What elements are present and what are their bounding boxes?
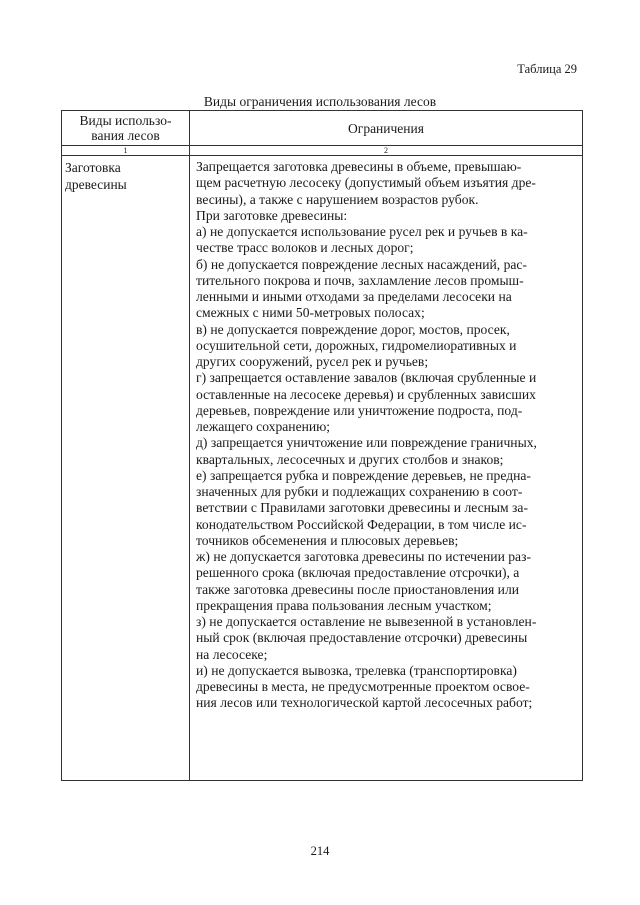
table-label: Таблица 29 — [517, 62, 577, 76]
restriction-line: тительного покрова и почв, захламление лесов промыш- — [196, 272, 524, 288]
header-row — [62, 111, 583, 146]
restriction-line: значенных для рубки и подлежащих сохранению в соот- — [196, 484, 523, 499]
header-use-type-line-1: Виды использо- — [79, 113, 172, 128]
header-use-type-line-2: вания лесов — [91, 128, 160, 143]
restriction-line: осушительной сети, дорожных, гидромелиоративных и — [196, 337, 517, 353]
restriction-line: щем расчетную лесосеку (допустимый объем изъятия дре- — [196, 175, 536, 191]
restriction-line: г) запрещается оставление завалов (включая срубленные и — [196, 370, 537, 386]
restriction-line: ный срок (включая предоставление отсрочки) древесины — [196, 630, 528, 646]
restriction-line: а) не допускается использование русел рек и ручьев в ка- — [196, 224, 528, 239]
restriction-line: ния лесов или технологической картой лесосечных работ; — [196, 695, 533, 711]
restriction-line: д) запрещается уничтожение или повреждение граничных, — [196, 435, 537, 451]
restriction-line: ж) не допускается заготовка древесины по истечении раз- — [196, 549, 531, 564]
restriction-line: з) не допускается оставление не вывезенной в установлен- — [196, 614, 537, 629]
restriction-line: лежащего сохранению; — [196, 419, 331, 434]
restriction-line: весины), а также с нарушением возрастов рубок. — [196, 191, 479, 207]
restriction-line: прекращения права пользования лесным участком; — [196, 597, 492, 613]
use-type-line-1: Заготовка — [65, 160, 121, 175]
restriction-line: квартальных, лесосечных и других столбов и знаков; — [196, 451, 504, 467]
restriction-line: Запрещается заготовка древесины в объеме, превышаю- — [196, 159, 522, 174]
restriction-line: б) не допускается повреждение лесных насаждений, рас- — [196, 256, 527, 272]
header-cell-restrictions: Ограничения — [190, 111, 583, 146]
restriction-line: смежных с ними 50-метровых полосах; — [196, 305, 425, 321]
restriction-line: точников обсеменения и плюсовых деревьев; — [196, 532, 459, 548]
use-type-line-2: древесины — [65, 177, 127, 192]
table-caption: Виды ограничения использования лесов — [203, 94, 437, 109]
table-row — [62, 156, 583, 781]
restriction-line: деревьев, повреждение или уничтожение подроста, под- — [196, 402, 523, 418]
column-number-2: 2 — [190, 146, 583, 156]
restriction-line: оставленные на лесосеке деревья) и срубленных зависших — [196, 386, 536, 402]
column-number-row — [62, 146, 583, 156]
restriction-line: на лесосеке; — [196, 646, 268, 662]
restriction-line: ветствии с Правилами заготовки древесины и лесным за- — [196, 500, 528, 516]
restriction-line: конодательством Российской Федерации, в том числе ис- — [196, 516, 527, 532]
restriction-line: честве трасс волоков и лесных дорог; — [196, 240, 414, 256]
restriction-line: решенного срока (включая предоставление отсрочки), а — [196, 565, 520, 581]
header-cell-use-type — [62, 111, 190, 146]
restriction-line: также заготовка древесины после приостановления или — [196, 581, 520, 597]
restriction-line: е) запрещается рубка и повреждение деревьев, не предна- — [196, 467, 531, 483]
restriction-line: При заготовке древесины: — [196, 207, 348, 223]
restriction-line: и) не допускается вывозка, трелевка (транспортировка) — [196, 662, 517, 678]
use-type-cell — [62, 156, 190, 781]
page-number: 214 — [310, 844, 330, 858]
restriction-line: древесины в места, не предусмотренные проектом освое- — [196, 679, 530, 694]
column-number-1: 1 — [62, 146, 190, 156]
restrictions-table — [61, 110, 583, 781]
restriction-line: других сооружений, русел рек и ручьев; — [196, 354, 429, 369]
restriction-line: ленными и иными отходами за пределами лесосеки на — [196, 289, 512, 304]
restriction-line: в) не допускается повреждение дорог, мостов, просек, — [196, 321, 510, 337]
restrictions-cell — [190, 156, 583, 781]
